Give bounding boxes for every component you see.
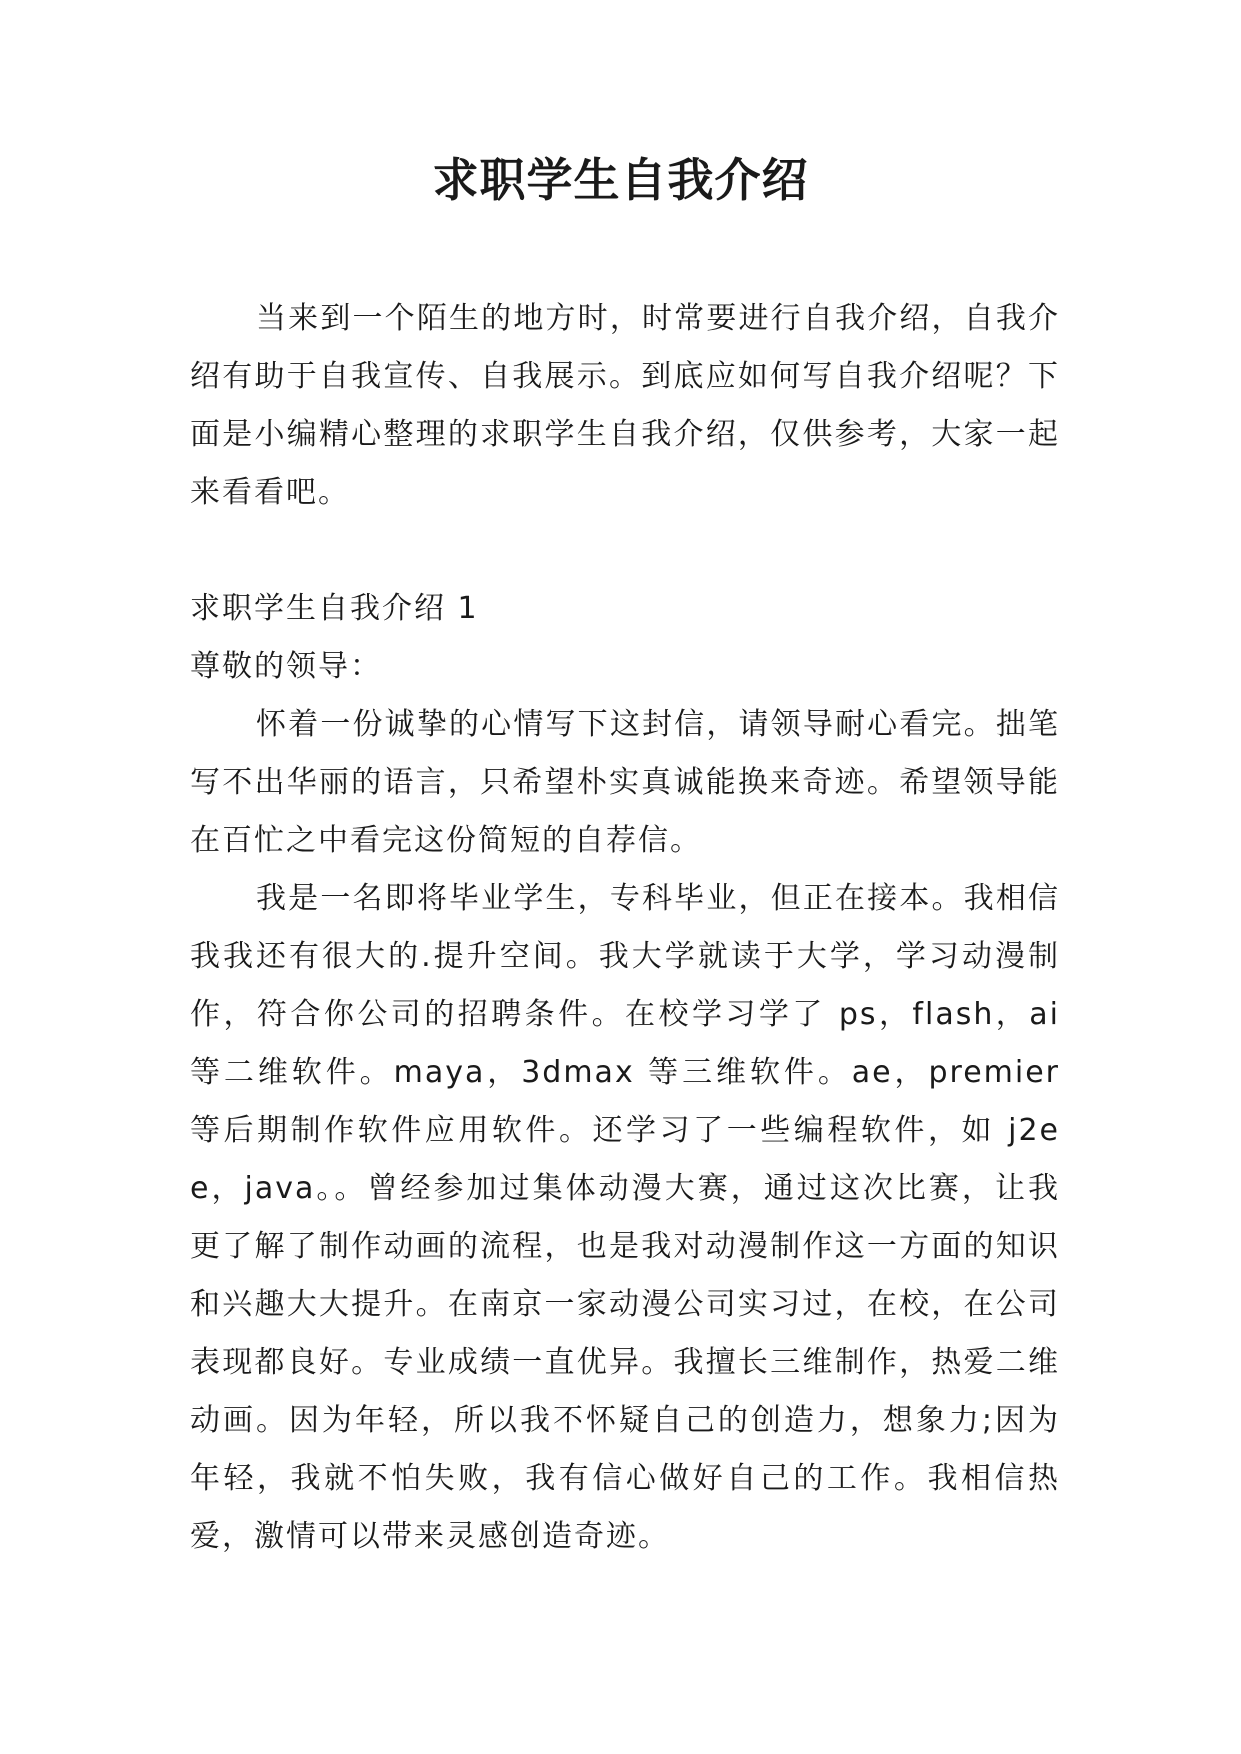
intro-paragraph: 当来到一个陌生的地方时，时常要进行自我介绍，自我介绍有助于自我宣传、自我展示。到底应如何写自我介绍呢？下面是小编精心整理的求职学生自我介绍，仅供参考，大家一起来看看吧。 (190, 301, 1060, 510)
document-title: 求职学生自我介绍 (432, 153, 809, 207)
body-paragraph: 怀着一份诚挚的心情写下这封信，请领导耐心看完。拙笔写不出华丽的语言，只希望朴实真诚能换来奇迹。希望领导能在百忙之中看完这份简短的自荐信。 (190, 707, 1060, 858)
salutation: 尊敬的领导： (190, 649, 382, 684)
section-heading: 求职学生自我介绍 1 (190, 591, 479, 626)
body-paragraph: 我是一名即将毕业学生，专科毕业，但正在接本。我相信我我还有很大的.提升空间。我大学就读于大学，学习动漫制作，符合你公司的招聘条件。在校学习学了 ps，flash，ai 等二维软件。maya，3dmax 等三维软件。ae，premier 等后期制作软件应用软件。还学习了一些编程软件，如 j2ee，java。。曾经参加过集体动漫大赛，通过这次比赛，让我更了解了制作动画的流程，也是我对动漫制作这一方面的知识和兴趣大大提升。在南京一家动漫公司实习过，在校，在公司表现都良好。专业成绩一直优异。我擅长三维制作，热爱二维动画。因为年轻，所以我不怀疑自己的创造力，想象力;因为年轻，我就不怕失败，我有信心做好自己的工作。我相信热爱，激情可以带来灵感创造奇迹。 (190, 881, 1060, 1554)
